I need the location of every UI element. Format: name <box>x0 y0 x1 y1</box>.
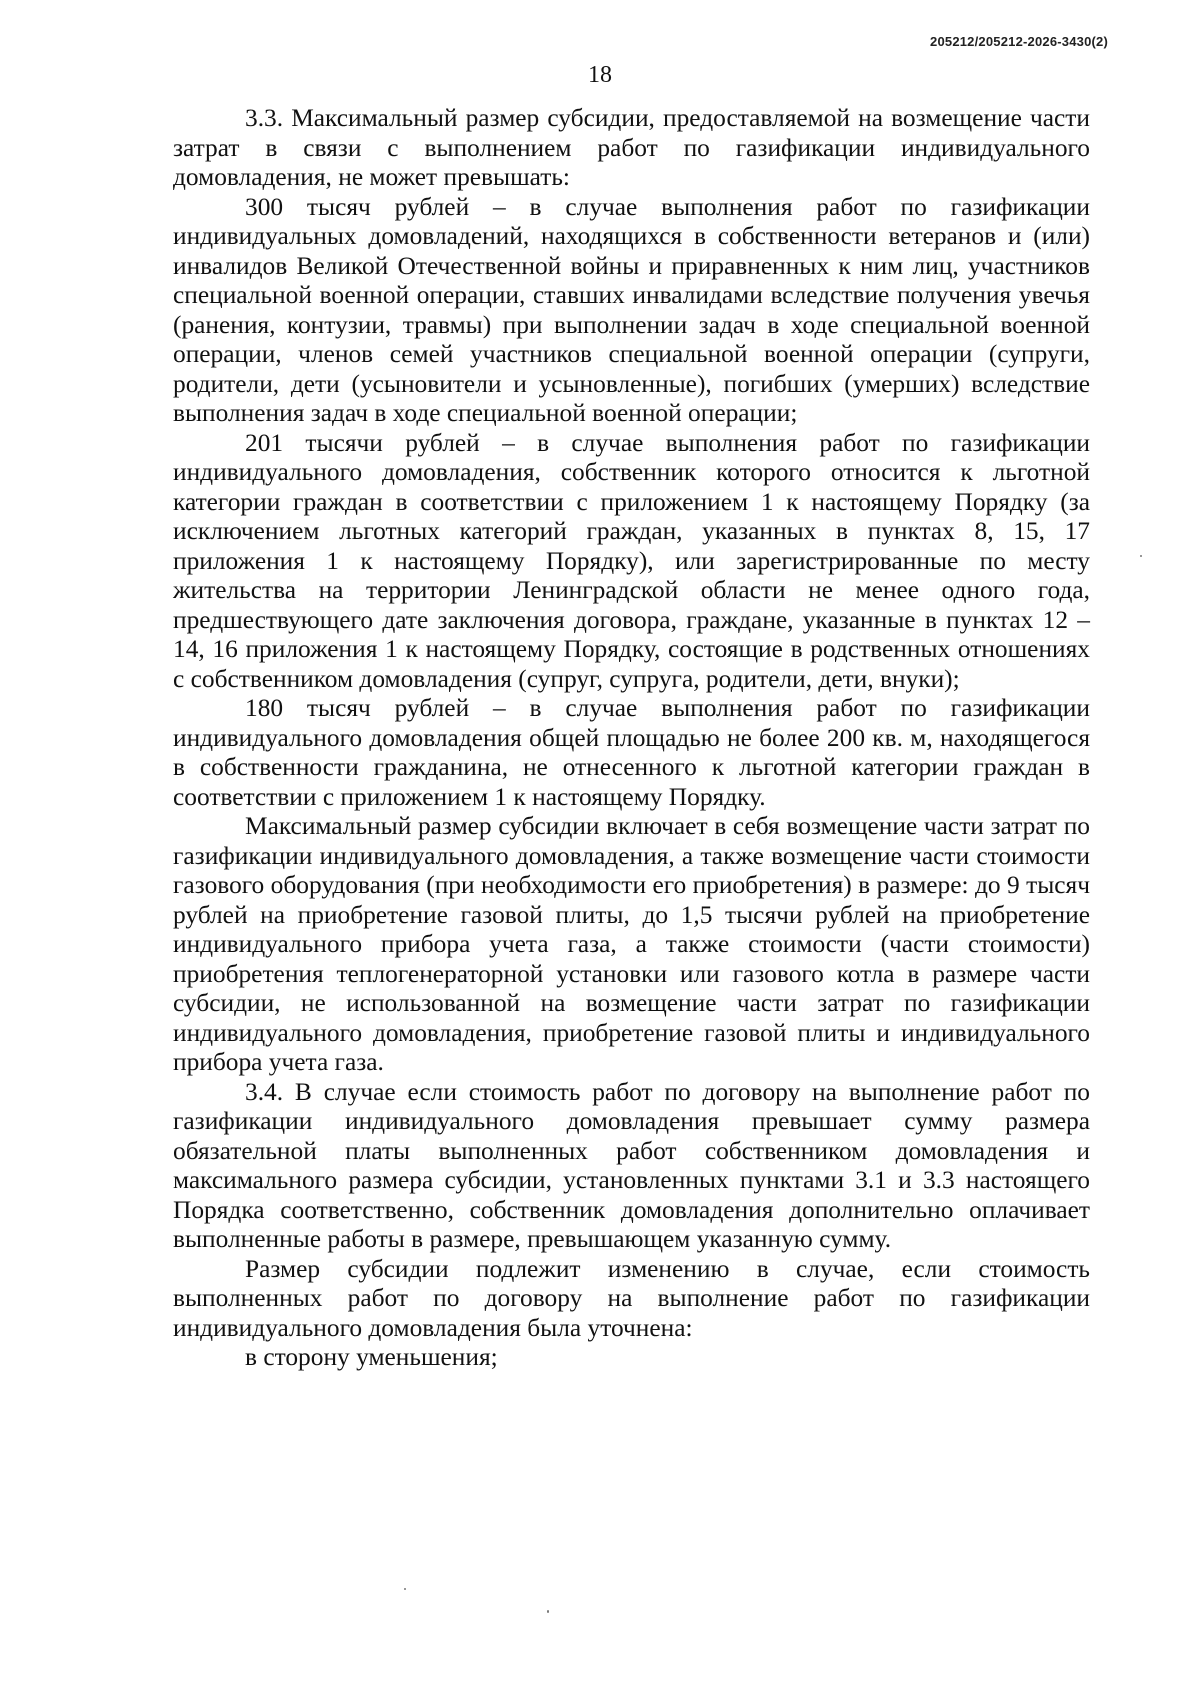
document-id: 205212/205212-2026-3430(2) <box>930 34 1108 49</box>
document-body <box>173 104 1090 1373</box>
paragraph-201k: 201 тысячи рублей – в случае выполнения работ по газификации индивидуального домовладения, собственник которого относится к льготной категории граждан в соответствии с приложением 1 к настоящему Порядку (за исключением льготных категорий граждан, указанных в пунктах 8, 15, 17 приложения 1 к настоящему Порядку), или зарегистрированные по месту жительства на территории Ленинградской области не менее одного года, предшествующего дате заключения договора, граждане, указанные в пунктах 12 – 14, 16 приложения 1 к настоящему Порядку, состоящие в родственных отношениях с собственником домовладения (супруг, супруга, родители, дети, внуки); <box>173 428 1090 693</box>
paragraph-decrease: в сторону уменьшения; <box>245 1343 498 1371</box>
scan-speck <box>1140 555 1142 557</box>
paragraph-3-3: 3.3. Максимальный размер субсидии, предоставляемой на возмещение части затрат в связи с выполнением работ по газификации индивидуального домовладения, не может превышать: <box>173 104 1090 191</box>
paragraph-subsidy-change: Размер субсидии подлежит изменению в случае, если стоимость выполненных работ по договору на выполнение работ по газификации индивидуального домовладения была уточнена: <box>173 1254 1090 1342</box>
paragraph-3-4: 3.4. В случае если стоимость работ по договору на выполнение работ по газификации индивидуального домовладения превышает сумму размера обязательной платы выполненных работ собственником домовладения и максимального размера субсидии, установленных пунктами 3.1 и 3.3 настоящего Порядка соответственно, собственник домовладения дополнительно оплачивает выполненные работы в размере, превышающем указанную сумму. <box>173 1077 1090 1253</box>
paragraph-180k: 180 тысяч рублей – в случае выполнения работ по газификации индивидуального домовладения общей площадью не более 200 кв. м, находящегося в собственности гражданина, не отнесенного к льготной категории граждан в соответствии с приложением 1 к настоящему Порядку. <box>173 694 1090 811</box>
scan-speck <box>547 1610 549 1613</box>
scan-speck <box>404 1588 406 1590</box>
page-number: 18 <box>588 62 612 88</box>
paragraph-300k: 300 тысяч рублей – в случае выполнения работ по газификации индивидуальных домовладений, находящихся в собственности ветеранов и (или) инвалидов Великой Отечественной войны и приравненных к ним лиц, участников специальной военной операции, ставших инвалидами вследствие получения увечья (ранения, контузии, травмы) при выполнении задач в ходе специальной военной операции, членов семей участников специальной военной операции (супруги, родители, дети (усыновители и усыновленные), погибших (умерших) вследствие выполнения задач в ходе специальной военной операции; <box>173 192 1090 427</box>
paragraph-max-subsidy: Максимальный размер субсидии включает в себя возмещение части затрат по газификации индивидуального домовладения, а также возмещение части стоимости газового оборудования (при необходимости его приобретения) в размере: до 9 тысяч рублей на приобретение газовой плиты, до 1,5 тысячи рублей на приобретение индивидуального прибора учета газа, а также стоимости (части стоимости) приобретения теплогенераторной установки или газового котла в размере части субсидии, не использованной на возмещение части затрат по газификации индивидуального домовладения, приобретение газовой плиты и индивидуального прибора учета газа. <box>173 812 1090 1076</box>
